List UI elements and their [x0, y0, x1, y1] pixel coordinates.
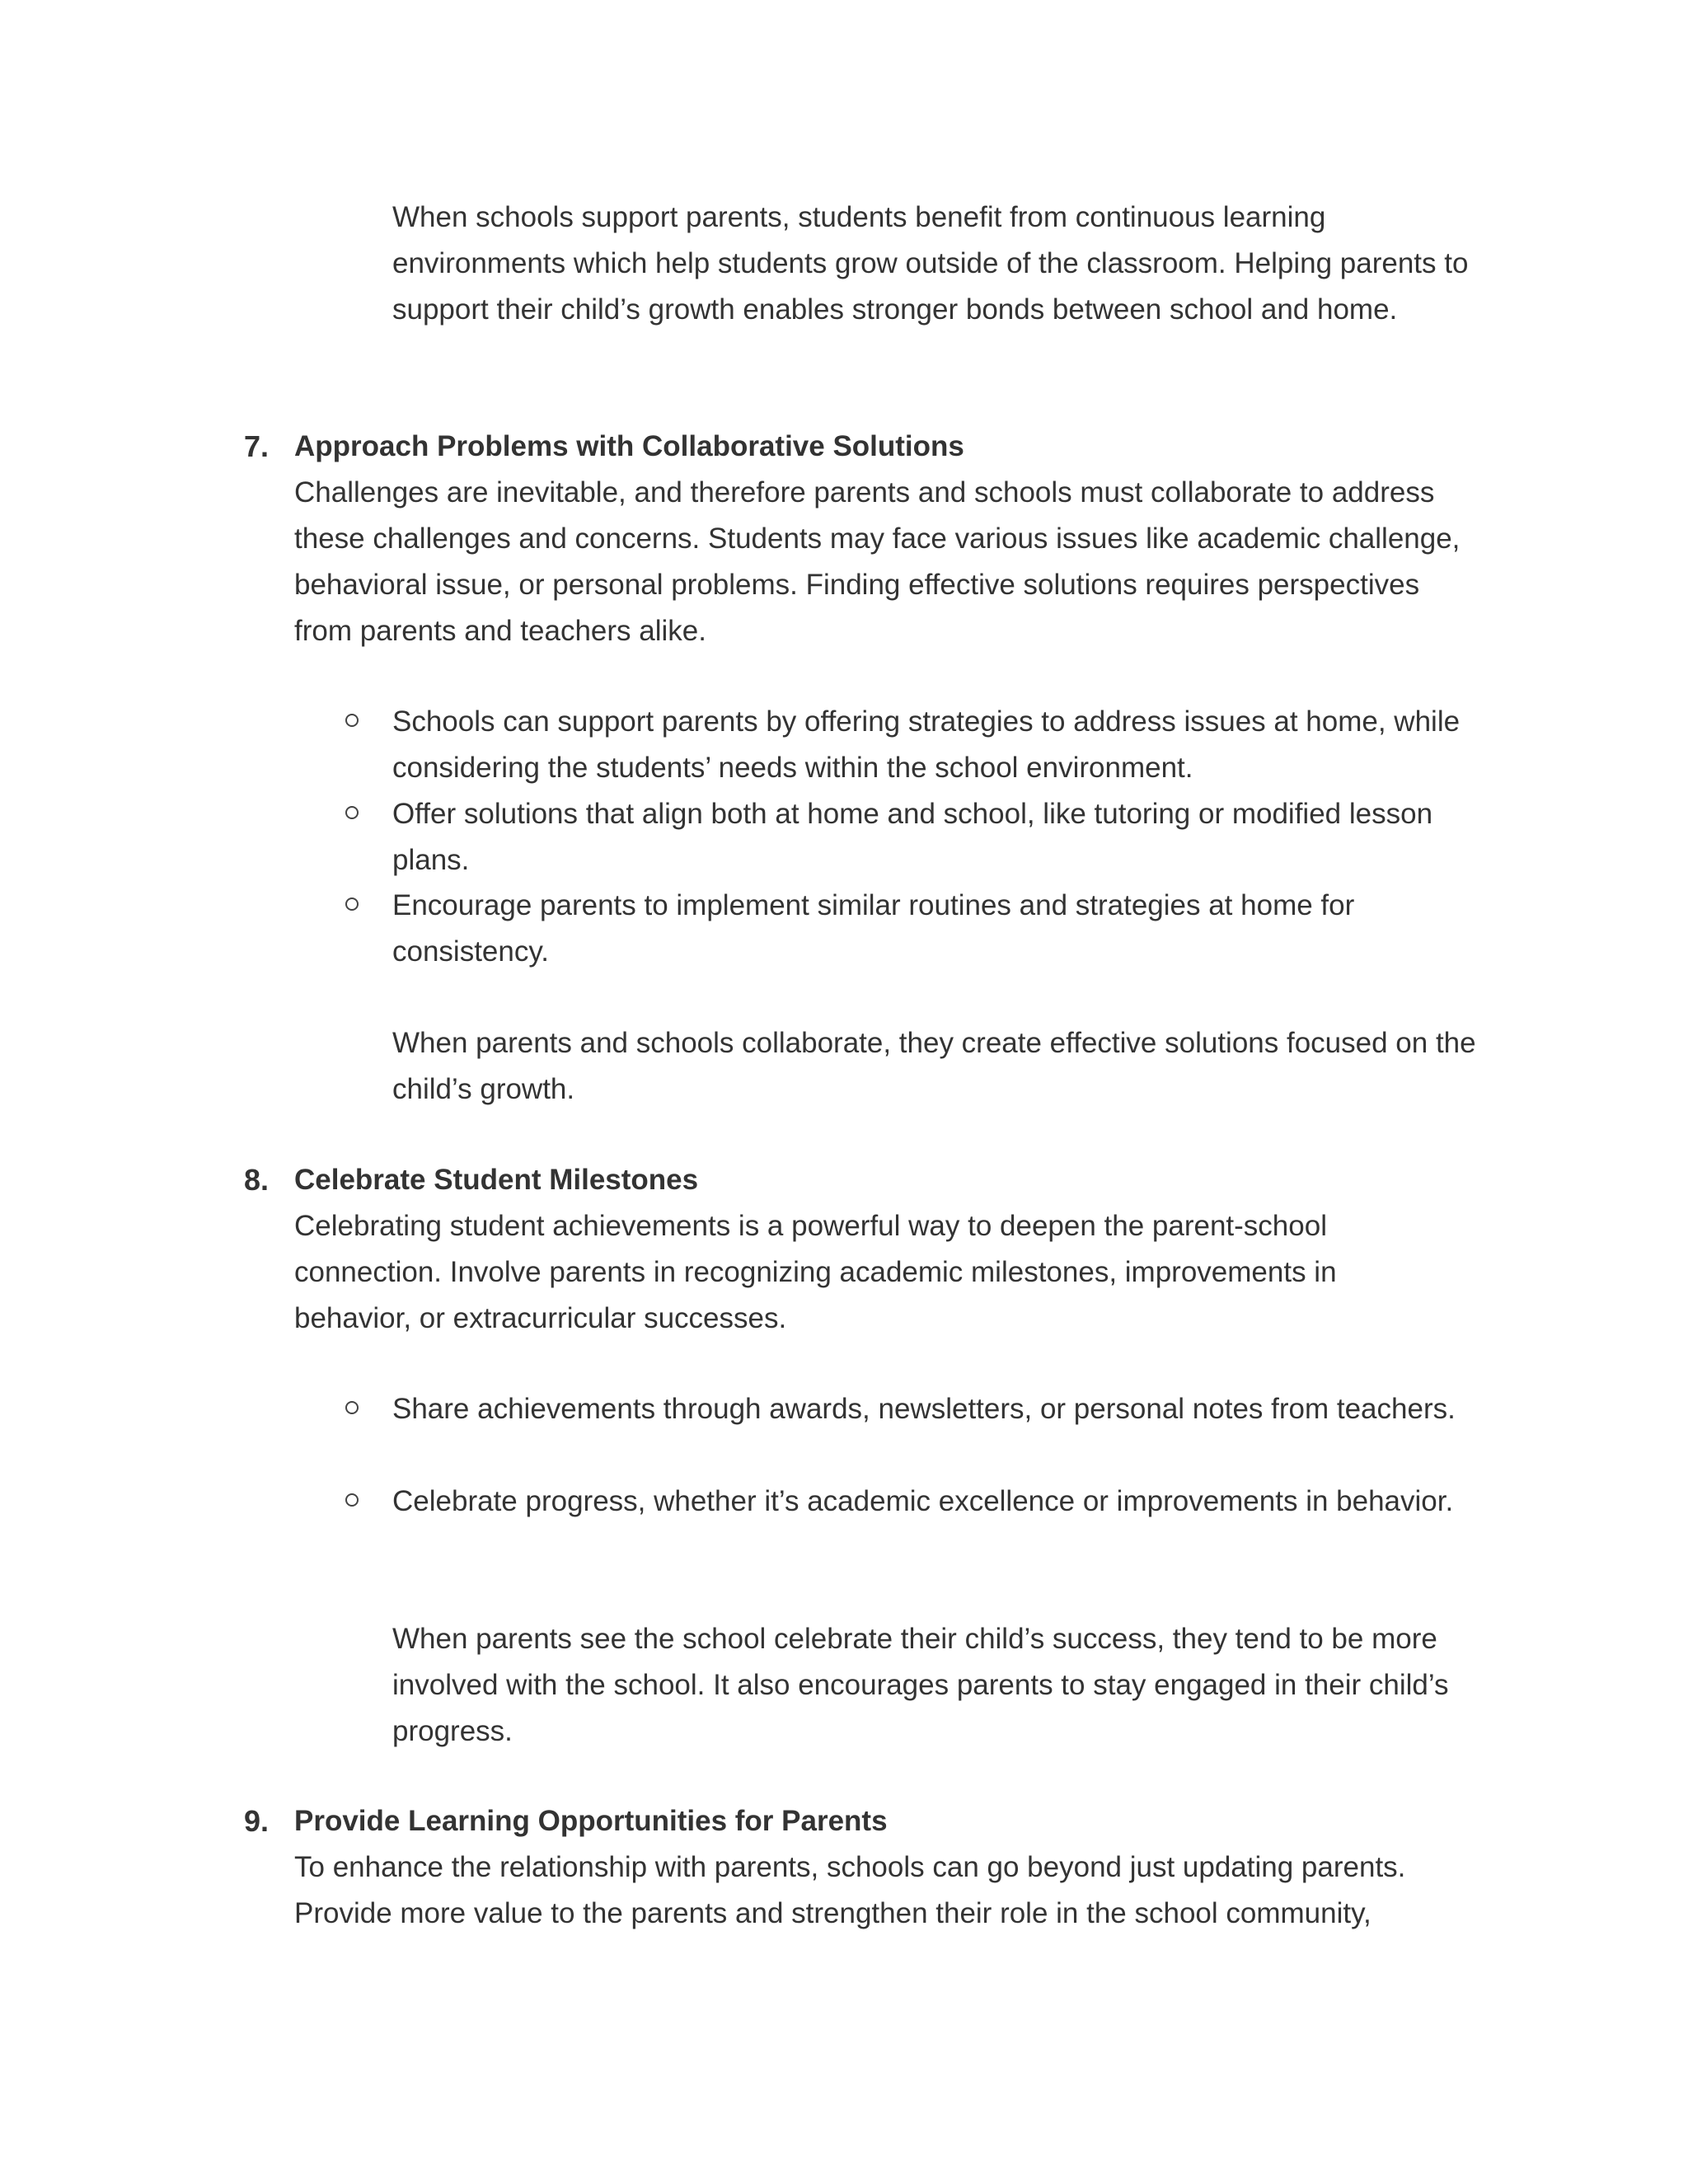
- bullet-marker: [345, 1493, 359, 1507]
- section-8-bullet-2: Celebrate progress, whether it’s academic excellence or improvements in behavior.: [392, 1485, 1454, 1517]
- section-7-title: Approach Problems with Collaborative Solutions: [294, 430, 964, 462]
- section-7-number: 7.: [244, 429, 270, 463]
- bullet-marker: [345, 714, 359, 727]
- section-8-number: 8.: [244, 1163, 270, 1197]
- bullet-marker: [345, 898, 359, 911]
- section-7-bullet-3: Encourage parents to implement similar routines and strategies at home for consistency.: [392, 889, 1355, 968]
- bullet-marker: [345, 806, 359, 819]
- section-9-body: To enhance the relationship with parents, schools can go beyond just updating parents. Provide more value to the parents and strengthen their role in the school community,: [294, 1851, 1406, 1929]
- section-7-closing: When parents and schools collaborate, they create effective solutions focused on the child’s growth.: [392, 1027, 1476, 1105]
- section-7-bullet-2: Offer solutions that align both at home and school, like tutoring or modified lesson plans.: [392, 798, 1433, 876]
- intro-paragraph: When schools support parents, students benefit from continuous learning environments which help students grow outside of the classroom. Helping parents to support their child’s growth enables stronger bonds between school and home.: [392, 201, 1469, 326]
- section-7-bullet-1: Schools can support parents by offering strategies to address issues at home, while considering the students’ needs within the school environment.: [392, 705, 1461, 784]
- section-9-number: 9.: [244, 1804, 270, 1838]
- bullet-marker: [345, 1401, 359, 1414]
- section-8-body: Celebrating student achievements is a powerful way to deepen the parent-school connection. Involve parents in recognizing academic milestones, improvements in behavior, or extracurricular successes.: [294, 1210, 1337, 1334]
- section-9-title: Provide Learning Opportunities for Parents: [294, 1805, 888, 1837]
- section-8-bullet-1: Share achievements through awards, newsletters, or personal notes from teachers.: [392, 1393, 1456, 1425]
- section-7-body: Challenges are inevitable, and therefore parents and schools must collaborate to address these challenges and concerns. Students may face various issues like academic challenge, behavioral issue, or personal problems. Finding effective solutions requires perspectives from parents and teachers alike.: [294, 476, 1461, 647]
- section-8-title: Celebrate Student Milestones: [294, 1164, 699, 1196]
- section-8-closing: When parents see the school celebrate their child’s success, they tend to be more involved with the school. It also encourages parents to stay engaged in their child’s progress.: [392, 1623, 1449, 1747]
